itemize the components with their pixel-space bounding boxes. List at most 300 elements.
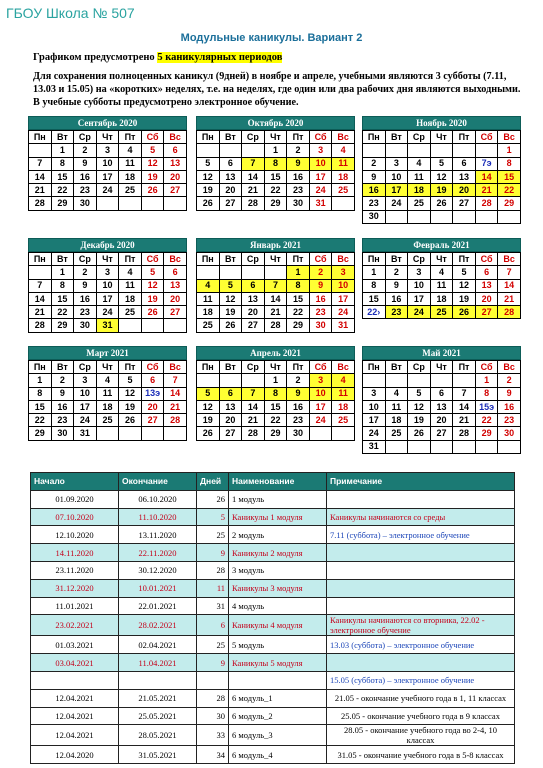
day-cell: 27	[219, 197, 242, 210]
day-cell: 13э	[141, 387, 164, 400]
day-cell: 22	[51, 184, 74, 197]
day-cell: 28	[164, 414, 187, 427]
day-cell	[332, 427, 355, 440]
day-cell	[242, 266, 265, 279]
day-cell: 7	[242, 387, 265, 400]
day-cell: 31	[96, 319, 119, 332]
day-cell: 18	[96, 400, 119, 413]
weekday-header: Вс	[498, 253, 521, 266]
day-cell: 30	[51, 427, 74, 440]
day-cell: 23	[363, 197, 386, 210]
schedule-table	[30, 472, 515, 764]
weekday-header: Вс	[498, 361, 521, 374]
day-cell: 2	[74, 144, 97, 157]
schedule-cell-days: 9	[197, 654, 229, 672]
schedule-cell-days: 25	[197, 636, 229, 654]
day-cell	[453, 210, 476, 223]
day-cell: 26	[141, 306, 164, 319]
schedule-header-cell: Примечание	[327, 473, 515, 491]
weekday-header: Вс	[332, 361, 355, 374]
day-cell: 14	[242, 170, 265, 183]
weekday-header: Вс	[332, 131, 355, 144]
schedule-cell-days: 25	[197, 526, 229, 544]
day-cell: 21	[242, 184, 265, 197]
day-cell: 19	[141, 170, 164, 183]
day-cell: 4	[197, 279, 220, 292]
month-calendar	[196, 116, 355, 211]
day-cell: 27	[141, 414, 164, 427]
day-cell	[408, 440, 431, 453]
weekday-header: Ср	[408, 253, 431, 266]
weekday-header: Чт	[430, 131, 453, 144]
day-cell: 16	[74, 292, 97, 305]
day-cell: 28	[498, 306, 521, 319]
schedule-row	[31, 597, 515, 615]
weekday-header: Вт	[51, 361, 74, 374]
schedule-cell-days: 34	[197, 746, 229, 764]
day-cell: 18	[119, 292, 142, 305]
weekday-header: Ср	[408, 361, 431, 374]
day-cell: 8	[475, 387, 498, 400]
schedule-cell-start: 14.11.2020	[31, 544, 119, 562]
day-cell: 8	[287, 279, 310, 292]
day-cell: 9	[287, 387, 310, 400]
weekday-header: Чт	[264, 253, 287, 266]
schedule-cell-note	[327, 654, 515, 672]
day-cell: 24	[385, 197, 408, 210]
weekday-header: Ср	[242, 253, 265, 266]
weekday-header: Пн	[29, 131, 52, 144]
day-cell: 14	[475, 170, 498, 183]
day-cell: 14	[453, 400, 476, 413]
day-cell	[96, 197, 119, 210]
day-cell: 5	[141, 144, 164, 157]
schedule-cell-note: 31.05 - окончание учебного года в 5-8 классах	[327, 746, 515, 764]
schedule-cell-start: 12.04.2020	[31, 746, 119, 764]
month-calendar	[28, 346, 187, 441]
day-cell: 2	[363, 157, 386, 170]
day-cell: 20	[219, 414, 242, 427]
day-cell: 8	[363, 279, 386, 292]
day-cell: 29	[475, 427, 498, 440]
day-cell: 1	[475, 374, 498, 387]
schedule-cell-name: 6 модуль_3	[229, 725, 327, 746]
schedule-cell-start: 23.11.2020	[31, 561, 119, 579]
day-cell	[264, 266, 287, 279]
month-title: Январь 2021	[196, 238, 355, 252]
day-cell: 7	[164, 374, 187, 387]
day-cell	[475, 440, 498, 453]
month-title: Май 2021	[362, 346, 521, 360]
day-cell: 26	[197, 197, 220, 210]
day-cell: 16	[498, 400, 521, 413]
schedule-header-cell: Начало	[31, 473, 119, 491]
schedule-cell-start: 12.04.2021	[31, 689, 119, 707]
weekday-header: Чт	[264, 131, 287, 144]
day-cell: 18	[408, 184, 431, 197]
day-cell: 6	[453, 157, 476, 170]
day-cell: 28	[264, 319, 287, 332]
weekday-header: Ср	[408, 131, 431, 144]
day-cell: 28	[29, 319, 52, 332]
day-cell: 25	[197, 319, 220, 332]
day-cell: 9	[51, 387, 74, 400]
day-cell: 20	[430, 414, 453, 427]
day-cell: 7	[264, 279, 287, 292]
day-cell: 26	[119, 414, 142, 427]
day-cell: 9	[287, 157, 310, 170]
weekday-header: Пт	[119, 253, 142, 266]
day-cell: 21	[164, 400, 187, 413]
day-cell: 3	[74, 374, 97, 387]
schedule-row	[31, 725, 515, 746]
day-cell: 4	[408, 157, 431, 170]
day-cell	[164, 319, 187, 332]
day-cell: 4	[430, 266, 453, 279]
schedule-cell-note: 25.05 - окончание учебного года в 9 классах	[327, 707, 515, 725]
day-cell: 8	[51, 157, 74, 170]
day-cell: 5	[219, 279, 242, 292]
day-cell: 12	[430, 170, 453, 183]
day-cell	[430, 144, 453, 157]
weekday-header: Сб	[475, 131, 498, 144]
day-cell	[385, 210, 408, 223]
day-cell	[164, 197, 187, 210]
day-cell: 15	[264, 170, 287, 183]
day-cell: 27	[475, 306, 498, 319]
day-cell	[141, 427, 164, 440]
day-cell: 1	[51, 144, 74, 157]
day-cell: 23	[74, 184, 97, 197]
day-cell: 24	[408, 306, 431, 319]
schedule-cell-note	[327, 597, 515, 615]
day-cell: 20	[164, 292, 187, 305]
day-cell	[475, 210, 498, 223]
day-cell	[29, 144, 52, 157]
weekday-header: Чт	[96, 131, 119, 144]
day-cell: 15	[51, 292, 74, 305]
day-cell: 3	[309, 144, 332, 157]
day-cell: 13	[242, 292, 265, 305]
day-cell: 27	[242, 319, 265, 332]
school-name: ГБОУ Школа № 507	[6, 5, 135, 21]
weekday-header: Ср	[242, 361, 265, 374]
weekday-header: Сб	[141, 131, 164, 144]
schedule-cell-end: 28.05.2021	[119, 725, 197, 746]
schedule-cell-start: 07.10.2020	[31, 508, 119, 526]
schedule-cell-note	[327, 544, 515, 562]
day-cell: 25	[332, 184, 355, 197]
day-cell: 13	[219, 400, 242, 413]
schedule-cell-name: 6 модуль_1	[229, 689, 327, 707]
day-cell: 13	[430, 400, 453, 413]
day-cell: 7	[453, 387, 476, 400]
day-cell: 20	[475, 292, 498, 305]
weekday-header: Вт	[385, 253, 408, 266]
day-cell: 21	[453, 414, 476, 427]
weekday-header: Вт	[219, 361, 242, 374]
day-cell	[453, 374, 476, 387]
day-cell: 1	[287, 266, 310, 279]
weekday-header: Пн	[29, 253, 52, 266]
day-cell: 8	[264, 387, 287, 400]
day-cell: 2	[287, 144, 310, 157]
day-cell: 7	[242, 157, 265, 170]
day-cell: 14	[242, 400, 265, 413]
day-cell: 22	[29, 414, 52, 427]
intro-paragraph: Для сохранения полноценных каникул (9дней) в ноябре и апреле, учебными являются 3 субботы (7.11, 13.03 и 15.05) на «коротких» неделях, т.е. на неделях, где один или два рабочих дня являются выходными. В учебные субботы предусмотрено электронное обучение.	[33, 71, 521, 108]
day-cell	[363, 144, 386, 157]
day-cell	[430, 374, 453, 387]
weekday-header: Пт	[119, 361, 142, 374]
day-cell: 6	[164, 266, 187, 279]
day-cell: 21	[498, 292, 521, 305]
day-cell: 25	[96, 414, 119, 427]
weekday-header: Ср	[74, 361, 97, 374]
month-calendar	[362, 346, 521, 454]
day-cell: 31	[309, 197, 332, 210]
day-cell: 13	[453, 170, 476, 183]
day-cell: 31	[332, 319, 355, 332]
schedule-cell-start: 03.04.2021	[31, 654, 119, 672]
schedule-cell-name: Каникулы 5 модуля	[229, 654, 327, 672]
day-cell: 11	[430, 279, 453, 292]
day-cell: 29	[264, 197, 287, 210]
day-cell: 6	[242, 279, 265, 292]
schedule-row	[31, 579, 515, 597]
schedule-row	[31, 526, 515, 544]
schedule-cell-end: 31.05.2021	[119, 746, 197, 764]
month-calendar	[28, 238, 187, 333]
day-cell: 16	[385, 292, 408, 305]
weekday-header: Пт	[453, 361, 476, 374]
day-cell: 29	[51, 197, 74, 210]
day-cell	[164, 427, 187, 440]
day-cell: 6	[219, 387, 242, 400]
day-cell: 17	[363, 414, 386, 427]
day-cell: 6	[475, 266, 498, 279]
schedule-cell-note: 21.05 - окончание учебного года в 1, 11 классах	[327, 689, 515, 707]
day-cell: 9	[309, 279, 332, 292]
month-calendar	[362, 238, 521, 319]
weekday-header: Пн	[197, 361, 220, 374]
schedule-cell-start: 01.03.2021	[31, 636, 119, 654]
day-cell: 4	[332, 374, 355, 387]
day-cell	[197, 144, 220, 157]
day-cell: 30	[498, 427, 521, 440]
day-cell: 25	[408, 197, 431, 210]
weekday-header: Сб	[475, 253, 498, 266]
day-cell: 19	[141, 292, 164, 305]
day-cell: 19	[197, 414, 220, 427]
weekday-header: Вт	[385, 131, 408, 144]
lead-text	[33, 52, 282, 63]
day-cell: 17	[74, 400, 97, 413]
schedule-cell-name: Каникулы 2 модуля	[229, 544, 327, 562]
day-cell: 20	[164, 170, 187, 183]
schedule-cell-days: 9	[197, 544, 229, 562]
schedule-cell-end: 11.10.2020	[119, 508, 197, 526]
day-cell: 5	[430, 157, 453, 170]
schedule-cell-note: 28.05 - окончание учебного года во 2-4, 10 классах	[327, 725, 515, 746]
weekday-header: Вс	[164, 361, 187, 374]
weekday-header: Пт	[287, 131, 310, 144]
day-cell: 1	[498, 144, 521, 157]
day-cell: 27	[430, 427, 453, 440]
schedule-row	[31, 636, 515, 654]
weekday-header: Пн	[197, 131, 220, 144]
day-cell: 8	[498, 157, 521, 170]
day-cell: 30	[309, 319, 332, 332]
day-cell: 11	[332, 157, 355, 170]
schedule-cell-name: 1 модуль	[229, 490, 327, 508]
day-cell: 31	[74, 427, 97, 440]
schedule-cell-end: 30.12.2020	[119, 561, 197, 579]
weekday-header: Пн	[29, 361, 52, 374]
schedule-cell-end: 13.11.2020	[119, 526, 197, 544]
day-cell: 13	[164, 157, 187, 170]
page-title: Модульные каникулы. Вариант 2	[180, 32, 363, 44]
weekday-header: Сб	[475, 361, 498, 374]
schedule-cell-note: 15.05 (суббота) – электронное обучение	[327, 671, 515, 689]
day-cell: 6	[219, 157, 242, 170]
day-cell: 4	[332, 144, 355, 157]
day-cell: 15	[498, 170, 521, 183]
schedule-cell-end: 22.11.2020	[119, 544, 197, 562]
day-cell: 18	[197, 306, 220, 319]
day-cell: 15	[264, 400, 287, 413]
day-cell: 16	[309, 292, 332, 305]
day-cell: 26	[219, 319, 242, 332]
day-cell: 14	[164, 387, 187, 400]
day-cell: 15	[287, 292, 310, 305]
day-cell: 14	[29, 292, 52, 305]
weekday-header: Чт	[96, 253, 119, 266]
day-cell	[219, 144, 242, 157]
weekday-header: Пт	[287, 253, 310, 266]
day-cell: 23	[51, 414, 74, 427]
day-cell: 26	[408, 427, 431, 440]
weekday-header: Сб	[309, 361, 332, 374]
schedule-cell-days: 5	[197, 508, 229, 526]
day-cell: 26	[430, 197, 453, 210]
day-cell	[141, 319, 164, 332]
day-cell: 19	[219, 306, 242, 319]
day-cell: 5	[408, 387, 431, 400]
day-cell: 10	[309, 387, 332, 400]
weekday-header: Вс	[332, 253, 355, 266]
day-cell: 28	[475, 197, 498, 210]
day-cell: 11	[119, 279, 142, 292]
weekday-header: Вс	[164, 131, 187, 144]
day-cell: 19	[119, 400, 142, 413]
day-cell: 12	[141, 157, 164, 170]
weekday-header: Сб	[309, 131, 332, 144]
day-cell: 16	[287, 400, 310, 413]
schedule-cell-days: 6	[197, 615, 229, 636]
schedule-row	[31, 707, 515, 725]
schedule-cell-name: 6 модуль_2	[229, 707, 327, 725]
day-cell: 13	[164, 279, 187, 292]
day-cell: 3	[332, 266, 355, 279]
day-cell: 5	[197, 387, 220, 400]
day-cell: 19	[430, 184, 453, 197]
day-cell: 3	[408, 266, 431, 279]
day-cell: 11	[119, 157, 142, 170]
day-cell: 24	[309, 184, 332, 197]
day-cell: 22	[498, 184, 521, 197]
schedule-cell-name: Каникулы 1 модуля	[229, 508, 327, 526]
day-cell: 5	[141, 266, 164, 279]
day-cell: 10	[96, 157, 119, 170]
day-cell: 25	[385, 427, 408, 440]
day-cell	[332, 197, 355, 210]
day-cell: 4	[119, 266, 142, 279]
schedule-cell-name: Каникулы 4 модуля	[229, 615, 327, 636]
day-cell: 15	[51, 170, 74, 183]
day-cell: 5	[197, 157, 220, 170]
day-cell	[219, 266, 242, 279]
schedule-cell-name: 2 модуль	[229, 526, 327, 544]
day-cell: 1	[29, 374, 52, 387]
day-cell: 12	[408, 400, 431, 413]
weekday-header: Сб	[141, 361, 164, 374]
day-cell: 18	[332, 170, 355, 183]
day-cell: 17	[385, 184, 408, 197]
day-cell: 20	[242, 306, 265, 319]
day-cell: 17	[408, 292, 431, 305]
schedule-cell-note	[327, 579, 515, 597]
month-calendar	[28, 116, 187, 211]
schedule-cell-days	[197, 671, 229, 689]
day-cell	[385, 374, 408, 387]
weekday-header: Чт	[264, 361, 287, 374]
schedule-cell-note: Каникулы начинаются со вторника, 22.02 - электронное обучение	[327, 615, 515, 636]
schedule-cell-days: 28	[197, 689, 229, 707]
day-cell: 19	[197, 184, 220, 197]
schedule-row	[31, 561, 515, 579]
day-cell: 24	[332, 306, 355, 319]
day-cell: 18	[430, 292, 453, 305]
day-cell: 24	[309, 414, 332, 427]
day-cell: 10	[74, 387, 97, 400]
day-cell: 25	[332, 414, 355, 427]
day-cell: 12	[197, 170, 220, 183]
day-cell: 10	[332, 279, 355, 292]
day-cell: 11	[96, 387, 119, 400]
schedule-cell-start: 31.12.2020	[31, 579, 119, 597]
day-cell: 24	[74, 414, 97, 427]
schedule-cell-note	[327, 561, 515, 579]
day-cell	[29, 266, 52, 279]
day-cell: 23	[498, 414, 521, 427]
day-cell: 6	[141, 374, 164, 387]
day-cell: 21	[264, 306, 287, 319]
day-cell: 21	[475, 184, 498, 197]
day-cell: 29	[498, 197, 521, 210]
day-cell: 20	[219, 184, 242, 197]
weekday-header: Пн	[363, 131, 386, 144]
weekday-header: Пн	[363, 253, 386, 266]
weekday-header: Чт	[96, 361, 119, 374]
day-cell: 9	[498, 387, 521, 400]
day-cell	[197, 266, 220, 279]
day-cell: 9	[74, 279, 97, 292]
day-cell: 19	[453, 292, 476, 305]
day-cell: 29	[51, 319, 74, 332]
day-cell: 10	[408, 279, 431, 292]
weekday-header: Вт	[385, 361, 408, 374]
